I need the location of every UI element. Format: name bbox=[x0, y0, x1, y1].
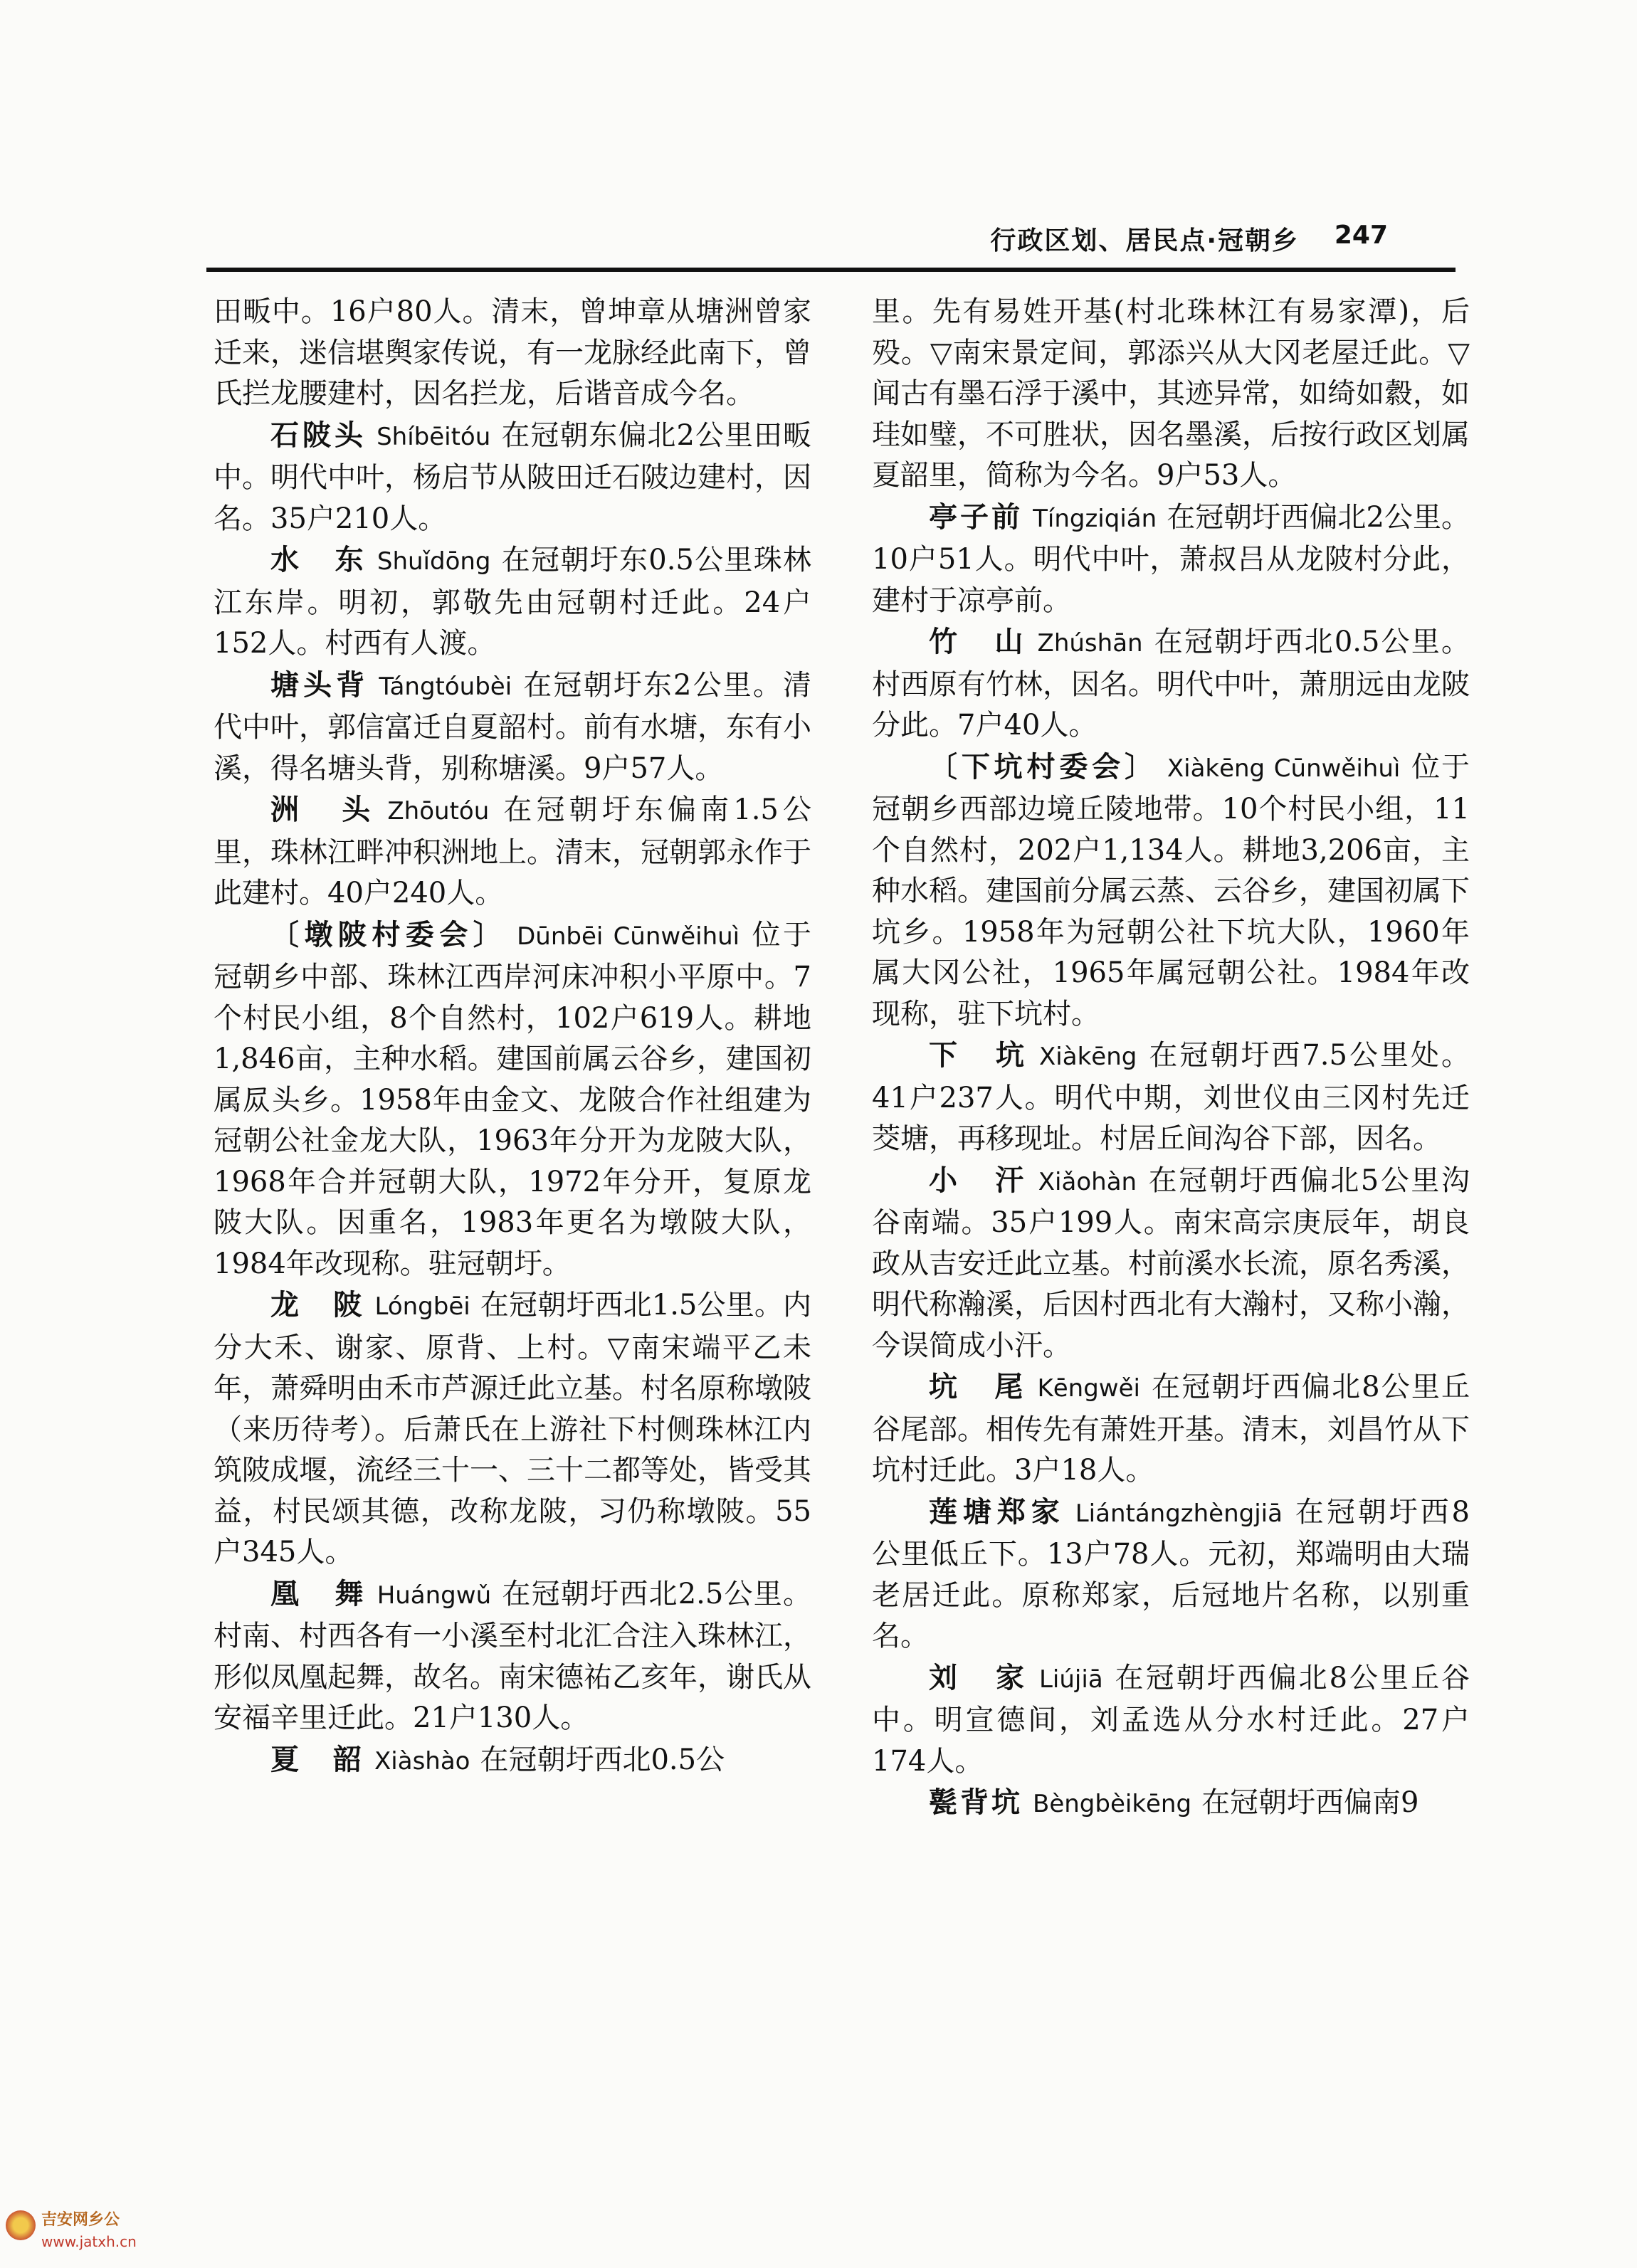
entry-pinyin: Zhúshān bbox=[1037, 629, 1143, 658]
entry-pinyin: Shuǐdōng bbox=[377, 547, 491, 576]
entry-pinyin: Xiàkēng bbox=[1039, 1043, 1137, 1071]
entry-pinyin: Dūnbēi Cūnwěihuì bbox=[517, 922, 740, 951]
entry-text: 在冠朝圩西偏北8公里丘谷尾部。相传先有萧姓开基。清末，刘昌竹从下坑村迁此。3户18人。 bbox=[872, 1371, 1470, 1487]
entry-text: 在冠朝圩东偏南1.5公里，珠林江畔冲积洲地上。清末，冠朝郭永作于此建村。40户240人。 bbox=[214, 793, 811, 909]
entry-pinyin: Zhōutóu bbox=[387, 797, 490, 826]
entry-name: 竹 山 bbox=[929, 625, 1028, 658]
entry-pinyin: Xiàshào bbox=[374, 1746, 470, 1776]
entry-text: 在冠朝圩东2公里。清代中叶，郭信富迁自夏韶村。前有水塘，东有小溪，得名塘头背，别称塘溪。9户57人。 bbox=[214, 668, 811, 785]
entry-name: 〔下坑村委会〕 bbox=[929, 749, 1157, 784]
entry-text: 在冠朝圩西偏南9 bbox=[1201, 1786, 1419, 1819]
entry-name: 甏背坑 bbox=[929, 1786, 1023, 1819]
entry-text: 在冠朝圩西北0.5公 bbox=[480, 1743, 725, 1776]
entry-pinyin: Lóngbēi bbox=[374, 1292, 470, 1321]
gazetteer-entry bbox=[214, 1285, 811, 1573]
gazetteer-entry bbox=[214, 1573, 811, 1739]
watermark-site-name: 吉安网乡公 bbox=[41, 2211, 120, 2229]
entry-text: 在冠朝圩西偏北5公里沟谷南端。35户199人。南宋高宗庚辰年，胡良政从吉安迁此立基。村前溪水长流，原名秀溪，明代称瀚溪，后因村西北有大瀚村，又称小瀚，今误简成小汗。 bbox=[872, 1164, 1470, 1362]
entry-pinyin: Liántángzhèngjiā bbox=[1075, 1499, 1283, 1528]
entry-pinyin: Xiǎohàn bbox=[1038, 1167, 1137, 1196]
entry-pinyin: Liújiā bbox=[1038, 1665, 1103, 1694]
gazetteer-entry bbox=[214, 789, 811, 914]
gazetteer-entry bbox=[872, 1492, 1470, 1657]
entry-name: 下 坑 bbox=[929, 1038, 1030, 1072]
watermark-url: www.jatxh.cn bbox=[41, 2233, 137, 2250]
entry-name: 〔墩陂村委会〕 bbox=[270, 917, 507, 951]
entry-name: 洲 头 bbox=[270, 793, 378, 826]
entry-pinyin: Kēngwěi bbox=[1037, 1374, 1140, 1403]
entry-pinyin: Tíngziqián bbox=[1033, 504, 1157, 533]
entry-name: 塘头背 bbox=[270, 668, 369, 702]
gazetteer-entry bbox=[214, 539, 811, 665]
page-number: 247 bbox=[1334, 221, 1388, 250]
running-title: 行政区划、居民点·冠朝乡 bbox=[990, 226, 1299, 255]
gazetteer-entry bbox=[872, 747, 1470, 1035]
gazetteer-entry bbox=[214, 292, 811, 415]
gazetteer-entry bbox=[214, 1739, 811, 1783]
gazetteer-entry bbox=[872, 292, 1470, 497]
entry-text: 在冠朝圩西北2.5公里。村南、村西各有一小溪至村北汇合注入珠林江，形似凤凰起舞，故名。南宋德祐乙亥年，谢氏从安福辛里迁此。21户130人。 bbox=[214, 1577, 811, 1734]
gazetteer-entry bbox=[872, 1657, 1470, 1783]
entry-name: 龙 陂 bbox=[270, 1288, 365, 1322]
entry-pinyin: Tángtóubèi bbox=[379, 672, 512, 701]
entry-text: 在冠朝圩西北1.5公里。内分大禾、谢家、原背、上村。▽南宋端平乙未年，萧舜明由禾市芦源迁此立基。村名原称墩陂（来历待考）。后萧氏在上游社下村侧珠林江内筑陂成堰，流经三十一、三十二都等处，皆受其益，村民颂其德，改称龙陂，习仍称墩陂。55户345人。 bbox=[214, 1289, 811, 1568]
watermark bbox=[6, 2208, 169, 2257]
entry-text: 位于冠朝乡中部、珠林江西岸河床冲积小平原中。7个村民小组，8个自然村，102户619人。耕地1,846亩，主种水稻。建国前属云谷乡，建国初属𪨊头乡。1958年由金文、龙陂合作社组建为冠朝公社金龙大队，1963年分开为龙陂大队，1968年合并冠朝大队，1972年分开，复原龙陂大队。因重名，1983年更名为墩陂大队，1984年改现称。驻冠朝圩。 bbox=[214, 918, 812, 1280]
gazetteer-entry bbox=[214, 665, 811, 790]
entry-name: 石陂头 bbox=[270, 418, 367, 452]
gazetteer-entry bbox=[872, 621, 1470, 747]
page-header bbox=[206, 221, 1456, 272]
entry-text: 在冠朝圩西北0.5公里。村西原有竹林，因名。明代中叶，萧朋远由龙陂分此。7户40人。 bbox=[872, 626, 1470, 742]
gazetteer-entry bbox=[872, 1035, 1470, 1160]
watermark-logo-icon bbox=[6, 2210, 36, 2240]
gazetteer-entry bbox=[214, 914, 811, 1285]
entry-name: 水 东 bbox=[270, 543, 367, 576]
entry-text: 在冠朝圩西偏北2公里。10户51人。明代中叶，萧叔吕从龙陂村分此，建村于凉亭前。 bbox=[872, 500, 1470, 617]
entry-name: 刘 家 bbox=[929, 1660, 1029, 1694]
entry-text: 在冠朝圩西8公里低丘下。13户78人。元初，郑端明由大瑞老居迁此。原称郑家，后冠地片名称，以别重名。 bbox=[872, 1495, 1470, 1652]
left-column bbox=[214, 292, 811, 1782]
entry-name: 亭子前 bbox=[929, 500, 1023, 534]
entry-pinyin: Shíbēitóu bbox=[377, 422, 491, 451]
entry-pinyin: Xiàkēng Cūnwěihuì bbox=[1167, 754, 1401, 783]
entry-pinyin: Huángwǔ bbox=[377, 1581, 492, 1610]
gazetteer-entry bbox=[872, 497, 1470, 622]
gazetteer-entry bbox=[214, 415, 811, 540]
entry-name: 坑 尾 bbox=[929, 1370, 1028, 1403]
entry-text: 在冠朝东偏北2公里田畈中。明代中叶，杨启节从陂田迁石陂边建村，因名。35户210人。 bbox=[214, 418, 812, 535]
gazetteer-entry bbox=[872, 1366, 1470, 1492]
entry-pinyin: Bèngbèikēng bbox=[1033, 1790, 1192, 1818]
entry-text: 在冠朝圩东0.5公里珠林江东岸。明初，郭敬先由冠朝村迁此。24户152人。村西有人渡。 bbox=[214, 544, 812, 660]
entry-name: 莲塘郑家 bbox=[929, 1494, 1065, 1529]
entry-name: 小 汗 bbox=[929, 1163, 1028, 1197]
entry-text: 里。先有易姓开基(村北珠林江有易家潭)，后殁。▽南宋景定间，郭添兴从大冈老屋迁此。▽闻古有墨石浮于溪中，其迹异常，如绮如縠，如珪如璧，不可胜状，因名墨溪，后按行政区划属夏韶里，简称为今名。9户53人。 bbox=[872, 295, 1470, 492]
entry-name: 凰 舞 bbox=[270, 1576, 367, 1610]
gazetteer-entry bbox=[872, 1782, 1470, 1825]
entry-text: 在冠朝圩西偏北8公里丘谷中。明宣德间，刘孟选从分水村迁此。27户174人。 bbox=[872, 1661, 1470, 1778]
entry-text: 田畈中。16户80人。清末，曾坤章从塘洲曾家迁来，迷信堪舆家传说，有一龙脉经此南下，曾氏拦龙腰建村，因名拦龙，后谐音成今名。 bbox=[214, 295, 811, 410]
entry-name: 夏 韶 bbox=[270, 1742, 364, 1776]
entry-text: 位于冠朝乡西部边境丘陵地带。10个村民小组，11个自然村，202户1,134人。耕地3,206亩，主种水稻。建国前分属云蒸、云谷乡，建国初属下坑乡。1958年为冠朝公社下坑大队，1960年属大冈公社，1965年属冠朝公社。1984年改现称，驻下坑村。 bbox=[872, 750, 1470, 1030]
right-column bbox=[872, 292, 1470, 1825]
gazetteer-entry bbox=[872, 1160, 1470, 1367]
entry-text: 在冠朝圩西7.5公里处。41户237人。明代中期，刘世仪由三冈村先迁茭塘，再移现址。村居丘间沟谷下部，因名。 bbox=[872, 1039, 1470, 1155]
